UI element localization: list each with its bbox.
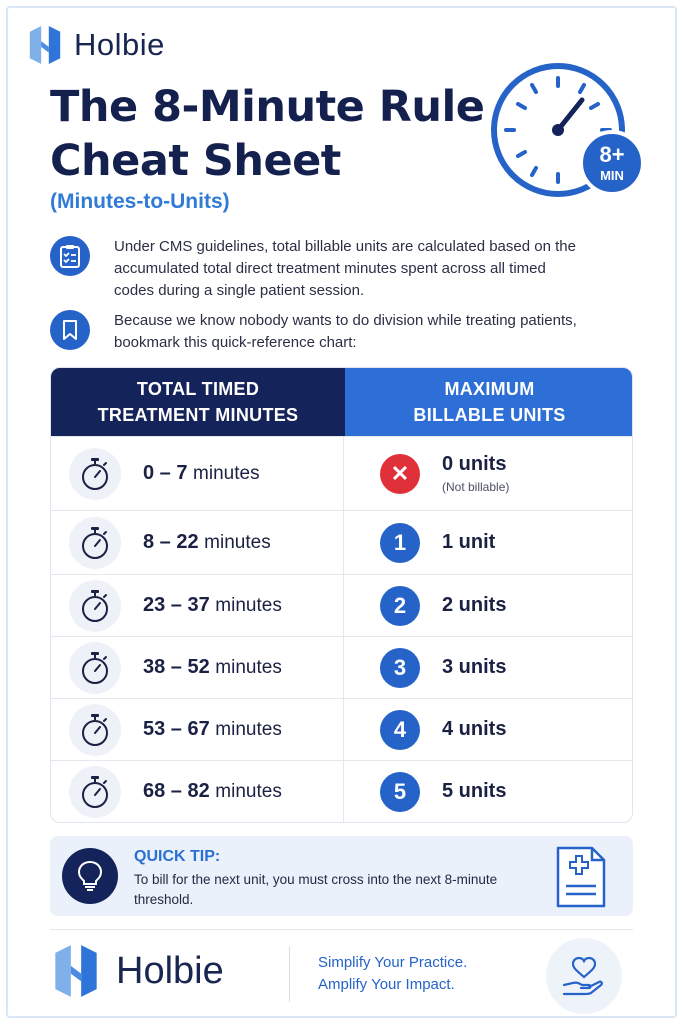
stopwatch-icon <box>69 448 121 500</box>
header-left-line-1: TOTAL TIMED <box>136 379 260 399</box>
badge-number: 8+ <box>599 142 625 167</box>
minutes-range <box>143 531 271 554</box>
units-cell <box>344 699 632 760</box>
header-left-line-2: TREATMENT MINUTES <box>97 405 299 425</box>
footer-divider <box>50 929 633 930</box>
units-label: 1 unit <box>442 531 496 553</box>
table-row <box>51 574 632 636</box>
holbie-logo-icon <box>26 22 64 68</box>
brand-header[interactable] <box>26 22 165 68</box>
minutes-cell <box>51 437 344 510</box>
range-unit: minutes <box>204 532 271 553</box>
page-title <box>50 80 490 188</box>
minutes-cell <box>51 511 344 574</box>
units-label-wrap <box>442 718 506 741</box>
table-row <box>51 510 632 574</box>
minutes-cell <box>51 761 344 822</box>
minutes-cell <box>51 699 344 760</box>
minutes-cell <box>51 637 344 698</box>
title-line-1: The 8-Minute Rule <box>50 82 485 132</box>
header-right-line-1: MAXIMUM <box>444 379 535 399</box>
range-unit: minutes <box>215 781 282 802</box>
minutes-range <box>143 656 282 679</box>
table-row <box>51 698 632 760</box>
column-header-units <box>345 368 633 436</box>
units-label-wrap <box>442 531 495 554</box>
column-header-minutes <box>51 368 345 436</box>
badge-label: MIN <box>600 168 624 183</box>
header-right-line-2: BILLABLE UNITS <box>413 405 566 425</box>
range-unit: minutes <box>215 657 282 678</box>
minutes-units-table <box>50 367 633 823</box>
units-label: 3 units <box>442 656 507 678</box>
range-value: 23 – 37 <box>143 594 210 616</box>
unit-count-marker: 2 <box>380 586 420 626</box>
table-row <box>51 436 632 510</box>
holbie-logo-icon <box>50 940 102 1002</box>
unit-count-marker: 1 <box>380 523 420 563</box>
range-value: 0 – 7 <box>143 462 188 484</box>
range-value: 8 – 22 <box>143 531 199 553</box>
intro-paragraph-1 <box>50 236 584 302</box>
tip-title: QUICK TIP: <box>134 848 221 865</box>
units-label-wrap <box>442 594 506 617</box>
range-unit: minutes <box>215 595 282 616</box>
minutes-range <box>143 462 260 485</box>
units-label-wrap <box>442 656 506 679</box>
units-cell <box>344 575 632 636</box>
unit-count-marker: 4 <box>380 710 420 750</box>
footer-brand[interactable] <box>50 940 224 1002</box>
range-unit: minutes <box>193 463 260 484</box>
units-label: 0 units <box>442 453 507 475</box>
intro-paragraph-2 <box>50 310 584 354</box>
units-label: 4 units <box>442 718 507 740</box>
heart-hand-icon <box>546 938 622 1014</box>
page-subtitle: (Minutes-to-Units) <box>50 190 230 213</box>
minutes-range <box>143 780 282 803</box>
table-row <box>51 760 632 822</box>
minutes-range <box>143 718 282 741</box>
bookmark-icon <box>50 310 90 350</box>
stopwatch-icon <box>69 704 121 756</box>
table-row <box>51 636 632 698</box>
footer-vertical-divider <box>289 946 290 1002</box>
units-cell <box>344 637 632 698</box>
title-line-2: Cheat Sheet <box>50 136 341 186</box>
clipboard-checklist-icon <box>50 236 90 276</box>
slogan-line-1: Simplify Your Practice. <box>318 954 468 971</box>
lightbulb-icon <box>62 848 118 904</box>
units-label-wrap <box>442 453 509 494</box>
unit-count-marker: 3 <box>380 648 420 688</box>
units-cell <box>344 511 632 574</box>
not-billable-x-icon: ✕ <box>380 454 420 494</box>
units-label-wrap <box>442 780 506 803</box>
medical-document-icon <box>552 844 610 910</box>
units-cell <box>344 761 632 822</box>
tip-text: To bill for the next unit, you must cross into the next 8-minute threshold. <box>134 872 498 907</box>
range-value: 38 – 52 <box>143 656 210 678</box>
stopwatch-icon <box>69 766 121 818</box>
range-value: 68 – 82 <box>143 780 210 802</box>
range-unit: minutes <box>215 719 282 740</box>
quick-tip-box <box>50 836 633 916</box>
table-header <box>51 368 632 436</box>
stopwatch-icon <box>69 642 121 694</box>
stopwatch-icon <box>69 517 121 569</box>
minutes-cell <box>51 575 344 636</box>
units-cell <box>344 437 632 510</box>
minutes-range <box>143 594 282 617</box>
footer-brand-name: Holbie <box>116 949 224 992</box>
units-label: 5 units <box>442 780 507 802</box>
slogan-line-2: Amplify Your Impact. <box>318 976 455 993</box>
units-note: (Not billable) <box>442 480 510 494</box>
unit-count-marker: 5 <box>380 772 420 812</box>
eight-plus-min-badge <box>579 130 645 196</box>
range-value: 53 – 67 <box>143 718 210 740</box>
intro-text-2: Because we know nobody wants to do division while treating patients, bookmark this quick-reference chart: <box>114 312 577 351</box>
intro-text-1: Under CMS guidelines, total billable units are calculated based on the accumulated total direct treatment minutes spent across all timed codes during a single patient session. <box>114 238 576 299</box>
brand-name: Holbie <box>74 27 165 62</box>
units-label: 2 units <box>442 594 507 616</box>
stopwatch-icon <box>69 580 121 632</box>
footer-slogan <box>318 952 467 996</box>
